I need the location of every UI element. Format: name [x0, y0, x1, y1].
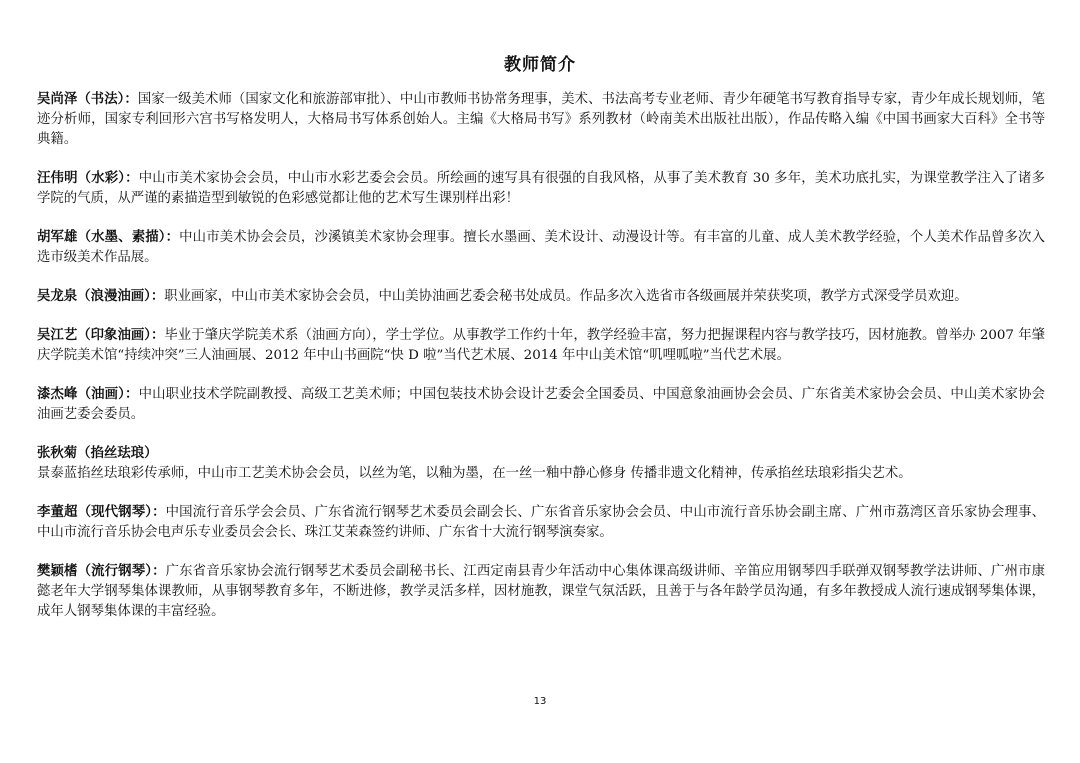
page-title: 教师简介 — [504, 55, 576, 75]
teacher-entry — [37, 326, 1045, 366]
teacher-bio: 中山市美术协会会员，沙溪镇美术家协会理事。擅长水墨画、美术设计、动漫设计等。有丰富的儿童、成人美术教学经验，个人美术作品曾多次入选市级美术作品展。 — [37, 230, 1045, 265]
teacher-entry — [37, 90, 1045, 150]
teacher-entry — [37, 287, 1045, 307]
page-number: 13 — [533, 696, 547, 707]
teacher-bio: 广东省音乐家协会流行钢琴艺术委员会副秘书长、江西定南县青少年活动中心集体课高级讲师、辛笛应用钢琴四手联弹双钢琴教学法讲师、广州市康懿老年大学钢琴集体课教师，从事钢琴教育多年，不断进修，教学灵活多样，因材施教，课堂气氛活跃，且善于与各年龄学员沟通，有多年教授成人流行速成钢琴集体课，成年人钢琴集体课的丰富经验。 — [37, 564, 1045, 619]
teacher-name: 樊颖榰（流行钢琴）： — [37, 564, 166, 579]
teacher-bio: 毕业于肇庆学院美术系（油画方向），学士学位。从事教学工作约十年，教学经验丰富，努力把握课程内容与教学技巧，因材施教。曾举办 2007 年肇庆学院美术馆“持续冲突”三人油画展、2012 年中山书画院“快 D 啦”当代艺术展、2014 年中山美术馆“叽哩呱啦”当代艺术展。 — [37, 328, 1045, 363]
teacher-entry — [37, 385, 1045, 425]
teacher-entry — [37, 169, 1045, 209]
teacher-name: 漆杰峰（油画）： — [37, 387, 139, 402]
teacher-name: 李董超（现代钢琴）： — [37, 505, 166, 520]
teacher-name: 张秋菊（掐丝珐琅） — [37, 446, 158, 461]
teacher-entry — [37, 444, 1045, 484]
teacher-entry — [37, 562, 1045, 622]
teacher-name: 吴尚泽（书法）： — [37, 92, 138, 107]
teacher-bio: 职业画家，中山市美术家协会会员，中山美协油画艺委会秘书处成员。作品多次入选省市各级画展并荣获奖项，教学方式深受学员欢迎。 — [164, 289, 968, 304]
teacher-list — [37, 90, 1045, 641]
teacher-name: 汪伟明（水彩）： — [37, 171, 139, 186]
teacher-bio: 国家一级美术师（国家文化和旅游部审批）、中山市教师书协常务理事，美术、书法高考专业老师、青少年硬笔书写教育指导专家，青少年成长规划师，笔迹分析师，国家专利回形六宫书写格发明人，大格局书写体系创始人。主编《大格局书写》系列教材（岭南美术出版社出版），作品传略入编《中国书画家大百科》全书等典籍。 — [37, 92, 1045, 147]
teacher-bio: 中山职业技术学院副教授、高级工艺美术师；中国包装技术协会设计艺委会全国委员、中国意象油画协会会员、广东省美术家协会会员、中山美术家协会油画艺委会委员。 — [37, 387, 1045, 422]
teacher-bio: 中国流行音乐学会会员、广东省流行钢琴艺术委员会副会长、广东省音乐家协会会员、中山市流行音乐协会副主席、广州市荔湾区音乐家协会理事、中山市流行音乐协会电声乐专业委员会会长、珠江艾茉森签约讲师、广东省十大流行钢琴演奏家。 — [37, 505, 1045, 540]
teacher-bio: 景泰蓝掐丝珐琅彩传承师，中山市工艺美术协会会员，以丝为笔，以釉为墨，在一丝一釉中静心修身 传播非遗文化精神，传承掐丝珐琅彩指尖艺术。 — [37, 466, 912, 481]
teacher-name: 胡军雄（水墨、素描）： — [37, 230, 180, 245]
teacher-name: 吴龙泉（浪漫油画）： — [37, 289, 165, 304]
teacher-bio: 中山市美术家协会会员，中山市水彩艺委会会员。所绘画的速写具有很强的自我风格，从事了美术教育 30 多年，美术功底扎实，为课堂教学注入了诸多学院的气质，从严谨的素描造型到敏锐的色彩感觉都让他的艺术写生课别样出彩！ — [37, 171, 1045, 206]
teacher-name: 吴江艺（印象油画）： — [37, 328, 165, 343]
teacher-entry — [37, 503, 1045, 543]
teacher-entry — [37, 228, 1045, 268]
